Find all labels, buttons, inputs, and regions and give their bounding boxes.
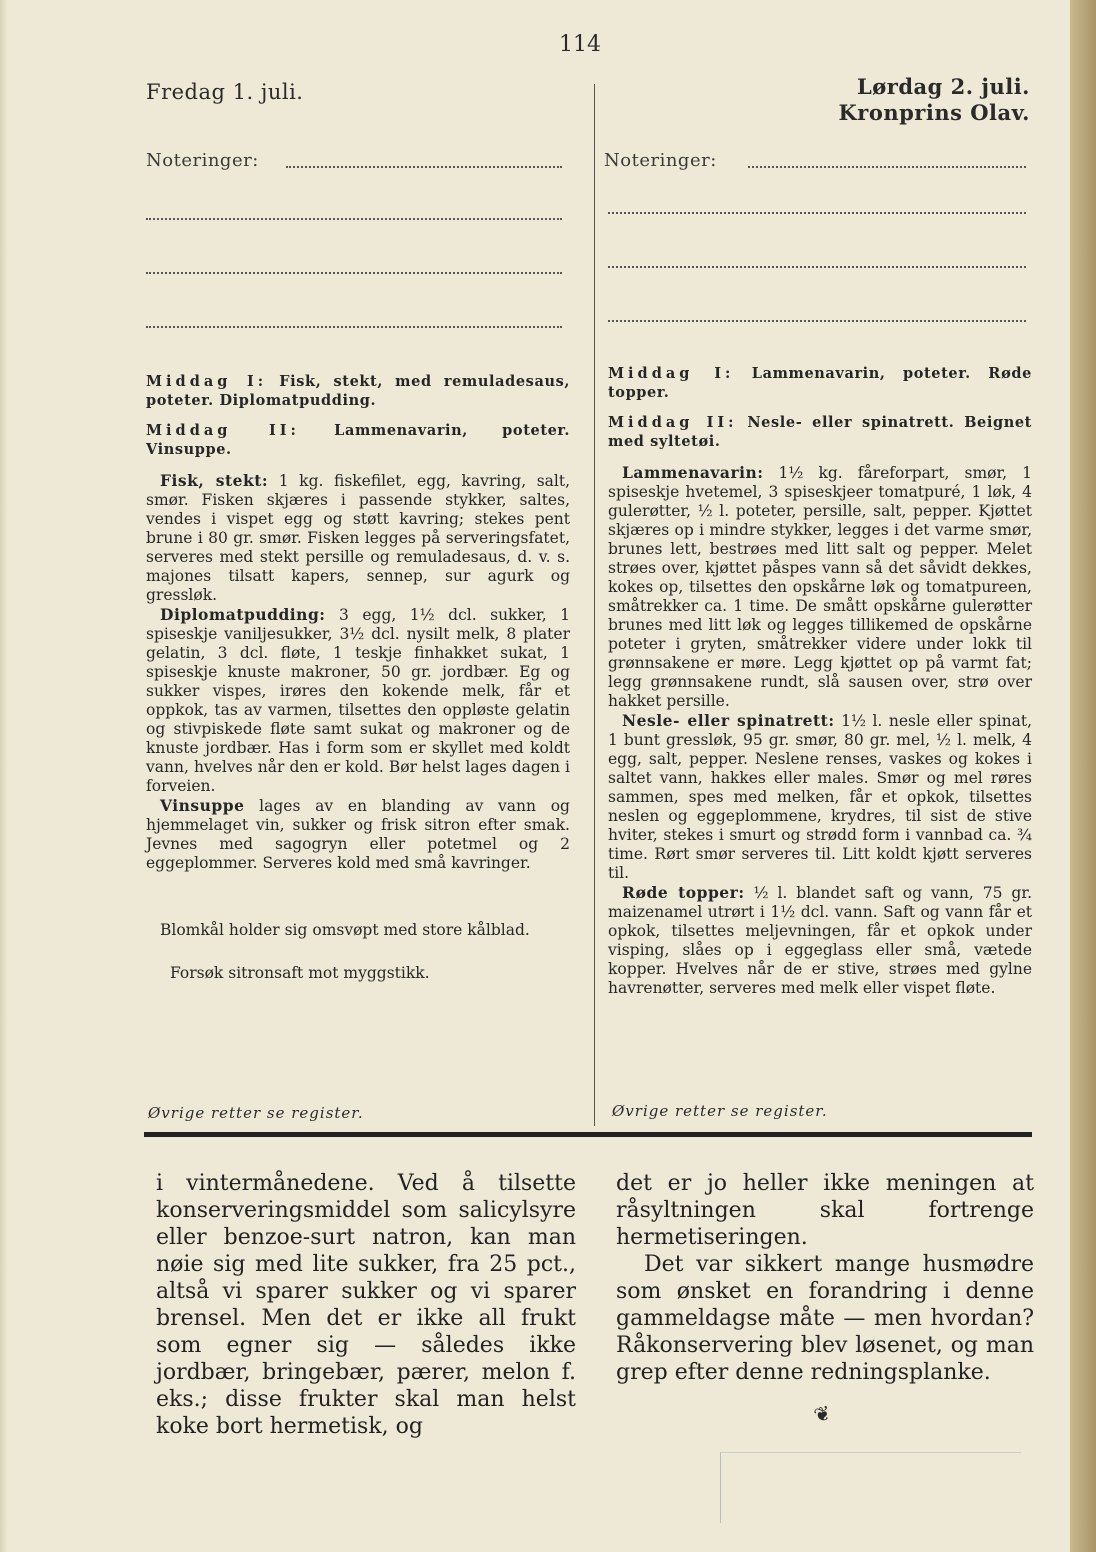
- right-column: [608, 364, 1032, 998]
- left-menu-1: Middag I: Fisk, stekt, med remuladesaus, poteter. Diplomatpudding.: [146, 373, 570, 409]
- page-spine: [0, 0, 8, 1552]
- article-right-paragraph-2: Det var sikkert mange husmødre som ønsket en forandring i denne gammeldagse måte — men hvordan? Råkonservering blev løsenet, og man grep efter denne redningsplanke.: [616, 1252, 1034, 1385]
- left-tip-2: Forsøk sitronsaft mot myggstikk.: [170, 964, 430, 982]
- right-recipe-3: Røde topper: ½ l. blandet saft og vann, 75 gr. maizenamel utrørt i 1½ dcl. vann. Saft og vann får et opkok, tilsettes meljevningen, får et opkok under visping, slåes op i eggeglass eller små, vætede kopper. Hvelves når de er stive, strøes med gylne havrenøtter, serveres med melk eller vispet fløte.: [608, 883, 1032, 997]
- right-recipe-2: Nesle- eller spinatrett: 1½ l. nesle eller spinat, 1 bunt gressløk, 95 gr. smør, 80 gr. mel, ½ l. melk, 4 egg, salt, pepper. Neslene renses, vaskes og kokes i saltet vann, hakkes eller males. Smør og mel røres sammen, spes med melken, får et opkok, tilsettes neslen og eggeplommene, krydres, til sist de stive hviter, stekes i smurt og strødd form i vannbad ca. ¾ time. Rørt smør serveres til. Litt koldt kjøtt serveres til.: [608, 711, 1032, 882]
- right-notes-label: Noteringer:: [604, 150, 717, 171]
- section-divider: [144, 1132, 1032, 1137]
- right-notes-line: [748, 166, 1026, 168]
- left-tip-1: Blomkål holder sig omsvøpt med store kålblad.: [160, 921, 530, 939]
- left-recipe-3: Vinsuppe lages av en blanding av vann og hjemmelaget vin, sukker og frisk sitron efter smak. Jevnes med sagogryn eller potetmel og 2 eggeplommer. Serveres kold med små kavringer.: [146, 796, 570, 872]
- article-left-text: i vintermånedene. Ved å tilsette konserveringsmiddel som salicylsyre eller benzoe-surt natron, kan man nøie sig med lite sukker, fra 25 pct., altså vi sparer sukker og vi sparer brensel. Men det er ikke all frukt som egner sig — således ikke jordbær, bringebær, pærer, melon f. eks.; disse frukter skal man helst koke bort hermetisk, og: [156, 1171, 576, 1439]
- right-notes-line: [608, 266, 1026, 268]
- right-menu-1: Middag I: Lammenavarin, poteter. Røde topper.: [608, 365, 1032, 401]
- left-notes-line: [146, 326, 562, 328]
- right-notes-line: [608, 212, 1026, 214]
- left-recipe-2: Diplomatpudding: 3 egg, 1½ dcl. sukker, 1 spiseskje vaniljesukker, 3½ dcl. nysilt melk, 8 plater gelatin, 3 dcl. fløte, 1 teskje finhakket sukat, 1 spiseskje knuste makroner, 50 gr. jordbær. Eg og sukker vispes, irøres den kokende melk, får et oppkok, tas av varmen, tilsettes den oppløste gelatin og stivpiskede fløte samt sukat og makroner og de knuste jordbær. Has i form som er skyllet med koldt vann, hvelves når den er kold. Bør helst lages dagen i forveien.: [146, 605, 571, 795]
- page-edge: [1070, 0, 1096, 1552]
- right-recipe-1: Lammenavarin: 1½ kg. fåreforpart, smør, 1 spiseskje hvetemel, 3 spiseskjeer tomatpuré, 1 løk, 4 gulerøtter, ½ l. poteter, persille, salt, pepper. Kjøttet skjæres op i mindre stykker, legges i det varme smør, brunes lett, bestrøes med litt salt og pepper. Melet strøes over, kjøttet påspes vann så det såvidt dekkes, kokes op, tilsettes den opskårne løk og tomatpureen, småtrekker ca. 1 time. De smått opskårne gulerøtter brunes med litt løk og legges tillikemed de opskårne poteter i gryten, småtrekker videre under lokk til grønnsakene er møre. Legg kjøttet op på varmt fat; legg grønnsakene rundt, slå sausen over, strø over hakket persille.: [608, 463, 1032, 710]
- right-notes-line: [608, 320, 1026, 322]
- left-notes-line: [286, 166, 562, 168]
- ornament-icon: ❦: [811, 1400, 834, 1428]
- article-right-column: [616, 1170, 1034, 1386]
- right-footer-note: Øvrige retter se register.: [612, 1102, 828, 1120]
- right-day-heading: [760, 74, 1030, 126]
- column-divider: [594, 84, 595, 1126]
- right-day-occasion: Kronprins Olav.: [838, 100, 1030, 125]
- article-left-column: [156, 1170, 576, 1440]
- library-stamp-box: [720, 1452, 1021, 1523]
- left-column: [146, 372, 570, 983]
- left-notes-label: Noteringer:: [146, 150, 259, 171]
- right-day-date: Lørdag 2. juli.: [857, 74, 1030, 99]
- left-notes-line: [146, 218, 562, 220]
- left-day-heading: Fredag 1. juli.: [146, 80, 304, 104]
- left-menu-2: Middag II: Lammenavarin, poteter. Vinsuppe.: [146, 422, 570, 458]
- left-recipe-1: Fisk, stekt: 1 kg. fiskefilet, egg, kavring, salt, smør. Fisken skjæres i passende stykker, saltes, vendes i vispet egg og støtt kavring; stekes pent brune i 80 gr. smør. Fisken legges på serveringsfatet, serveres med stekt persille og remuladesaus, d. v. s. majones tilsatt kapers, sennep, sur agurk og gressløk.: [146, 471, 571, 604]
- article-right-paragraph-1: det er jo heller ikke meningen at råsyltningen skal fortrenge hermetiseringen.: [616, 1171, 1034, 1250]
- page-number: 114: [559, 32, 601, 57]
- left-notes-line: [146, 272, 562, 274]
- left-footer-note: Øvrige retter se register.: [148, 1104, 364, 1122]
- right-menu-2: Middag II: Nesle- eller spinatrett. Beignet med syltetøi.: [608, 414, 1032, 450]
